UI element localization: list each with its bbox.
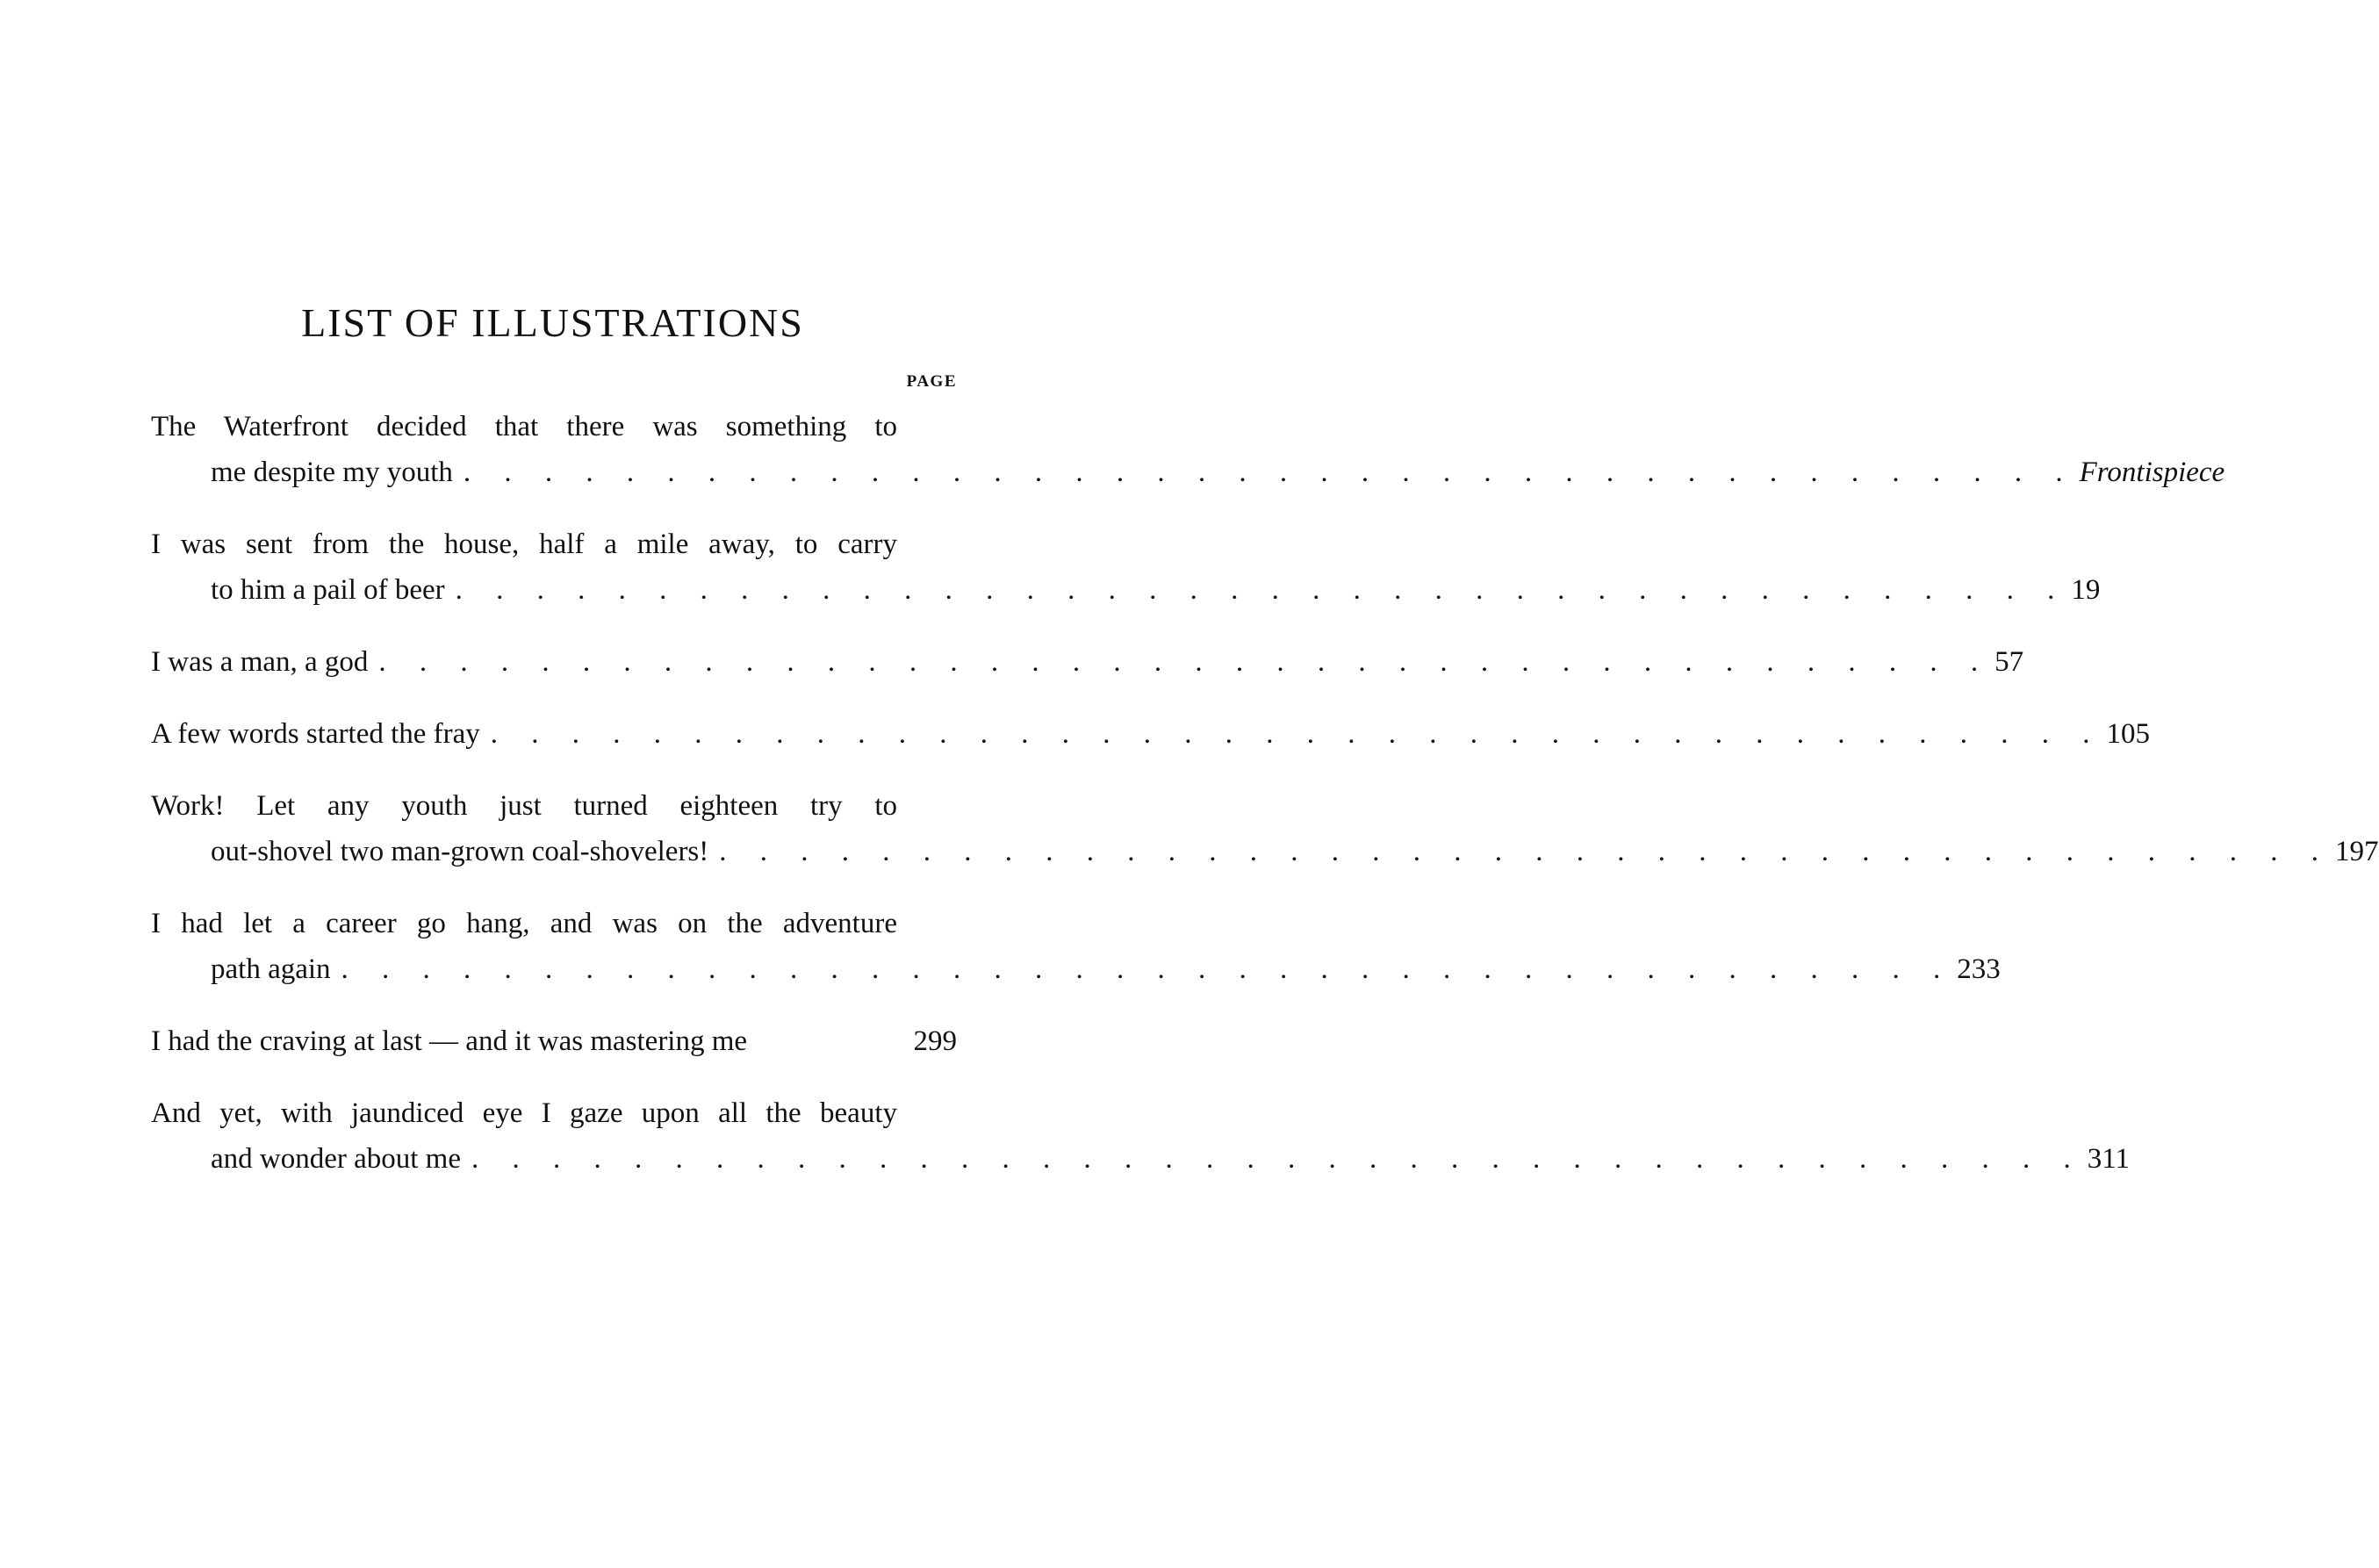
- entry-caption-line1: I had let a career go hang, and was on the adventure: [151, 908, 897, 939]
- entry-caption-line2: path again: [211, 953, 331, 985]
- list-item: [151, 901, 2001, 992]
- list-item: [151, 404, 2225, 495]
- list-item: [151, 521, 2101, 613]
- dot-leader: . . . . . . . . . . . . . . . . . . . . . . . . . . . . . . . . . . . . . . . .: [463, 457, 2076, 488]
- page-column-label: PAGE: [906, 372, 957, 391]
- entry-caption-line2: and wonder about me: [211, 1143, 461, 1175]
- entry-page-number: 197: [2335, 836, 2379, 867]
- entry-caption-line2: to him a pail of beer: [211, 574, 445, 606]
- list-item: [151, 1090, 2131, 1182]
- list-item: [151, 639, 2024, 685]
- entry-page-number: 57: [1994, 646, 2024, 678]
- entry-page-number: Frontispiece: [2079, 457, 2225, 488]
- entry-caption-line1: I was sent from the house, half a mile away, to carry: [151, 529, 897, 560]
- entry-caption-line1: The Waterfront decided that there was something to: [151, 411, 897, 442]
- dot-leader: . . . . . . . . . . . . . . . . . . . . . . . . . . . . . . . . . . . . . . . .: [378, 646, 1992, 678]
- entry-caption: I was a man, a god: [151, 646, 369, 678]
- dot-leader: . . . . . . . . . . . . . . . . . . . . . . . . . . . . . . . . . . . . . . . .: [341, 953, 1954, 985]
- list-item: [151, 783, 2379, 874]
- entry-caption-line1: And yet, with jaundiced eye I gaze upon all the beauty: [151, 1097, 897, 1129]
- entry-caption-line2: me despite my youth: [211, 457, 453, 488]
- entry-caption-line1: Work! Let any youth just turned eighteen try to: [151, 790, 897, 822]
- entry-page-number: 311: [2087, 1143, 2131, 1175]
- dot-leader: . . . . . . . . . . . . . . . . . . . . . . . . . . . . . . . . . . . . . . . .: [471, 1143, 2084, 1175]
- entry-page-number: 299: [913, 1025, 957, 1057]
- entry-caption: A few words started the fray: [151, 718, 480, 750]
- entry-caption: I had the craving at last — and it was mastering me: [151, 1025, 748, 1057]
- dot-leader: . . . . . . . . . . . . . . . . . . . . . . . . . . . . . . . . . . . . . . . .: [490, 718, 2103, 750]
- dot-leader: . . . . . . . . . . . . . . . . . . . . . . . . . . . . . . . . . . . . . . . .: [719, 836, 2332, 867]
- list-item: [151, 1018, 957, 1064]
- entry-page-number: 105: [2106, 718, 2151, 750]
- list-item: [151, 711, 2151, 757]
- entry-page-number: 233: [1957, 953, 2001, 985]
- entry-page-number: 19: [2071, 574, 2101, 606]
- entry-caption-line2: out-shovel two man-grown coal-shovelers!: [211, 836, 709, 867]
- dot-leader: . . . . . . . . . . . . . . . . . . . . . . . . . . . . . . . . . . . . . . . .: [455, 574, 2068, 606]
- page-title: LIST OF ILLUSTRATIONS: [301, 299, 804, 345]
- illustrations-list: [151, 404, 2379, 1208]
